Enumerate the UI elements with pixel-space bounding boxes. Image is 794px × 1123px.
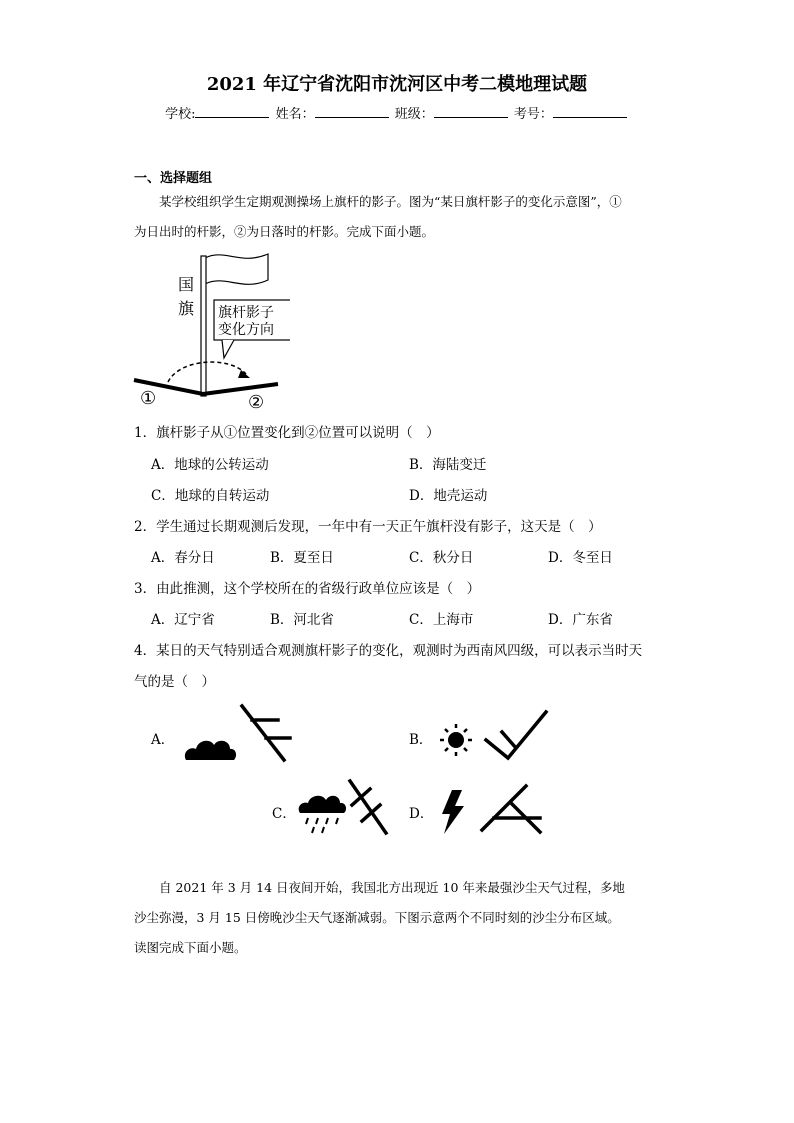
page-title: 2021 年辽宁省沈阳市沈河区中考二模地理试题: [206, 74, 588, 95]
q1-option-d[interactable]: D．地壳运动: [409, 488, 488, 504]
q3-option-a[interactable]: A．辽宁省: [151, 612, 215, 628]
q3-option-d[interactable]: D．广东省: [548, 612, 613, 628]
exam-no-blank[interactable]: [553, 105, 627, 118]
q1-option-c[interactable]: C．地球的自转运动: [151, 488, 270, 504]
mark-2: ②: [248, 392, 265, 413]
section-heading: 一、选择题组: [134, 171, 213, 186]
student-info-line: [0, 103, 794, 122]
q4-option-a-symbol[interactable]: [182, 702, 292, 772]
q2-option-a[interactable]: A．春分日: [151, 550, 215, 566]
intro-paragraph-2: [134, 873, 694, 963]
q3-option-b[interactable]: B．河北省: [270, 612, 334, 628]
raindrops-icon: [306, 818, 338, 833]
rain-cloud-icon: [299, 796, 346, 813]
class-label: 班级：: [394, 107, 434, 122]
flagpole-figure: [130, 248, 290, 413]
q2-option-c[interactable]: C．秋分日: [409, 550, 474, 566]
flag-shape: [205, 254, 268, 284]
name-blank[interactable]: [315, 105, 389, 118]
q4-option-d-symbol[interactable]: [436, 780, 546, 838]
sun-icon: [448, 732, 464, 748]
school-blank[interactable]: [195, 105, 269, 118]
question-1-stem: 1．旗杆影子从①位置变化到②位置可以说明（ ）: [134, 425, 440, 441]
wind-barb-icon: [482, 786, 540, 832]
wind-barb-icon: [350, 781, 386, 833]
name-label: 姓名：: [275, 107, 315, 122]
cloudy-icon: [185, 741, 236, 760]
q3-option-c[interactable]: C．上海市: [409, 612, 474, 628]
question-2-stem: 2．学生通过长期观测后发现，一年中有一天正午旗杆没有影子，这天是（ ）: [134, 519, 602, 535]
question-4-stem-line2: 气的是（ ）: [134, 674, 215, 690]
intro2-line2: 沙尘弥漫，3 月 15 日傍晚沙尘天气逐渐减弱。下图示意两个不同时刻的沙尘分布区域。: [134, 910, 620, 925]
q1-option-b[interactable]: B．海陆变迁: [409, 457, 487, 473]
q1-option-a[interactable]: A．地球的公转运动: [151, 457, 269, 473]
shadow-arc: [168, 362, 246, 382]
label-guo: 国: [178, 275, 195, 294]
callout-pointer: [222, 340, 234, 358]
wind-barb-icon: [242, 706, 290, 760]
q4-option-a-label[interactable]: A．: [151, 732, 175, 748]
intro2-line3: 读图完成下面小题。: [134, 940, 247, 955]
callout-line1: 旗杆影子: [218, 305, 274, 321]
q4-option-b-label[interactable]: B．: [409, 732, 433, 748]
q4-option-d-label[interactable]: D．: [409, 806, 434, 822]
mark-1: ①: [140, 388, 157, 409]
lightning-icon: [442, 790, 464, 834]
question-3-stem: 3．由此推测，这个学校所在的省级行政单位应该是（ ）: [134, 581, 481, 597]
q4-option-b-symbol[interactable]: [436, 706, 556, 766]
q4-option-c-label[interactable]: C．: [272, 806, 296, 822]
school-label: 学校:: [165, 107, 196, 122]
intro2-line1: 自 2021 年 3 月 14 日夜间开始，我国北方出现近 10 年来最强沙尘天气过程，多地: [159, 880, 625, 895]
question-4-stem-line1: 4．某日的天气特别适合观测旗杆影子的变化，观测时为西南风四级，可以表示当时天: [134, 643, 643, 659]
intro1-line1: 某学校组织学生定期观测操场上旗杆的影子。图为“某日旗杆影子的变化示意图”，①: [159, 194, 622, 209]
q2-option-d[interactable]: D．冬至日: [548, 550, 613, 566]
q4-option-c-symbol[interactable]: [296, 777, 396, 839]
intro-paragraph-1: [134, 187, 694, 247]
callout-line2: 变化方向: [218, 322, 274, 338]
label-qi: 旗: [178, 299, 195, 318]
class-blank[interactable]: [434, 105, 508, 118]
q2-option-b[interactable]: B．夏至日: [270, 550, 334, 566]
wind-barb-icon: [486, 712, 546, 758]
exam-no-label: 考号：: [513, 107, 553, 122]
intro1-line2: 为日出时的杆影，②为日落时的杆影。完成下面小题。: [134, 224, 435, 239]
flagpole: [201, 256, 206, 396]
